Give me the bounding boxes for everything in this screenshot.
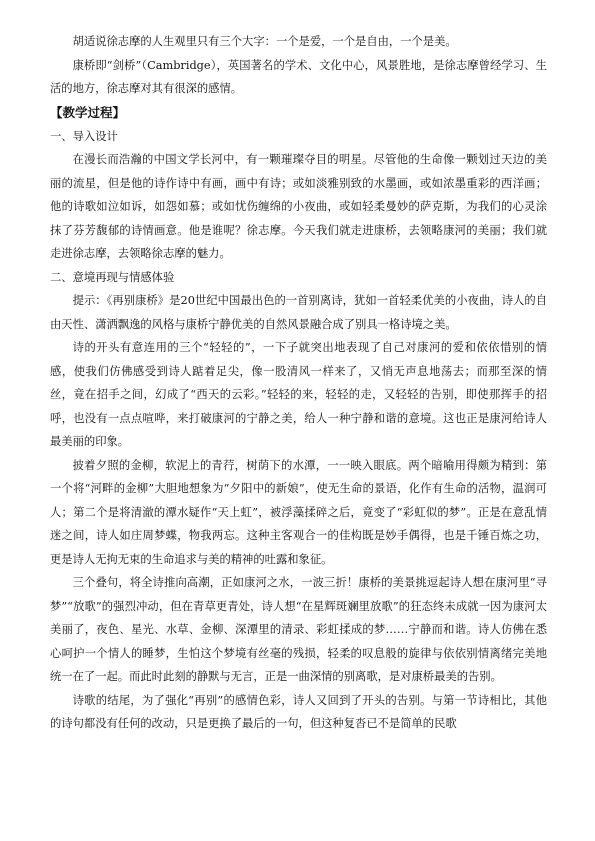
section-1-paragraph: 在漫长而浩瀚的中国文学长河中，有一颗璀璨夺目的明星。尽管他的生命像一颗划过天边的美丽的流星，但是他的诗作诗中有画，画中有诗；或如淡雅别致的水墨画，或如浓墨重彩的西洋画；他的诗歌如泣如诉，如怨如慕；或如忧伤缠绵的小夜曲，或如轻柔曼妙的萨克斯，为我们的心灵涂抹了芬芳馥郁的诗情画意。他是谁呢？徐志摩。今天我们就走进康桥，去领略康河的美丽；我们就走进徐志摩，去领略徐志摩的魅力。 xyxy=(50,153,547,260)
intro-paragraph-1: 胡适说徐志摩的人生观里只有三个大字：一个是爱，一个是自由，一个是美。 xyxy=(72,35,457,48)
section-heading-teaching-process: 【教学过程】 xyxy=(50,104,126,120)
section-2-paragraph-1: 提示：《再别康桥》是20世纪中国最出色的一首别离诗，犹如一首轻柔优美的小夜曲，诗人的自由天性、潇洒飘逸的风格与康桥宁静优美的自然风景融合成了别具一格诗境之美。 xyxy=(50,294,547,331)
section-2-paragraph-5: 诗歌的结尾，为了强化“再别”的感情色彩，诗人又回到了开头的告别。与第一节诗相比，其他的诗句都没有任何的改动，只是更换了最后的一句，但这种复沓已不是简单的民歌 xyxy=(50,693,547,730)
section-2-title: 二、意境再现与情感体验 xyxy=(50,270,175,284)
section-2-paragraph-3: 披着夕照的金柳，软泥上的青荇，树荫下的水潭，一一映入眼底。两个暗喻用得颇为精到：第一个将“河畔的金柳”大胆地想象为“夕阳中的新娘”，使无生命的景语，化作有生命的活物，温润可人；第二个是将清澈的潭水疑作“天上虹”，被浮藻揉碎之后，竟变了“彩虹似的梦”。正是在意乱情迷之间，诗人如庄周梦蝶，物我两忘。这种主客观合一的佳构既是妙手偶得，也是千锤百炼之功，更是诗人无拘无束的生命追求与美的精神的吐露和象征。 xyxy=(50,458,547,566)
section-2-paragraph-2: 诗的开头有意连用的三个“轻轻的”，一下子就突出地表现了自己对康河的爱和依依惜别的情感，使我们仿佛感受到诗人踮着足尖，像一股清风一样来了，又悄无声息地荡去；而那至深的情丝，竟在招手之间，幻成了“西天的云彩。”轻轻的来，轻轻的走，又轻轻的告别，即使那挥手的招呼，也没有一点点喧哗，来打破康河的宁静之美，给人一种宁静和谐的意境。这也正是康河给诗人最美丽的印象。 xyxy=(50,341,547,448)
section-2-paragraph-4: 三个叠句，将全诗推向高潮，正如康河之水，一波三折！康桥的美景挑逗起诗人想在康河里“寻梦”“放歌”的强烈冲动，但在青草更青处，诗人想“在星辉斑斓里放歌”的狂态终未成就一因为康河太美丽了，夜色、星光、水草、金柳、深潭里的清录、彩虹揉成的梦……宁静而和谐。诗人仿佛在悉心呵护一个情人的睡梦，生怕这个梦境有丝毫的残损，轻柔的叹息般的旋律与依依别情离绪完美地统一在了一起。而此时此刻的静默与无言，正是一曲深情的别离歌，是对康桥最美的告别。 xyxy=(50,576,547,683)
section-1-title: 一、导入设计 xyxy=(50,129,118,143)
intro-paragraph-2: 康桥即“剑桥”（Cambridge），英国著名的学术、文化中心，风景胜地，是徐志摩曾经学习、生活的地方，徐志摩对其有很深的感情。 xyxy=(50,58,547,95)
document-content xyxy=(50,30,547,736)
